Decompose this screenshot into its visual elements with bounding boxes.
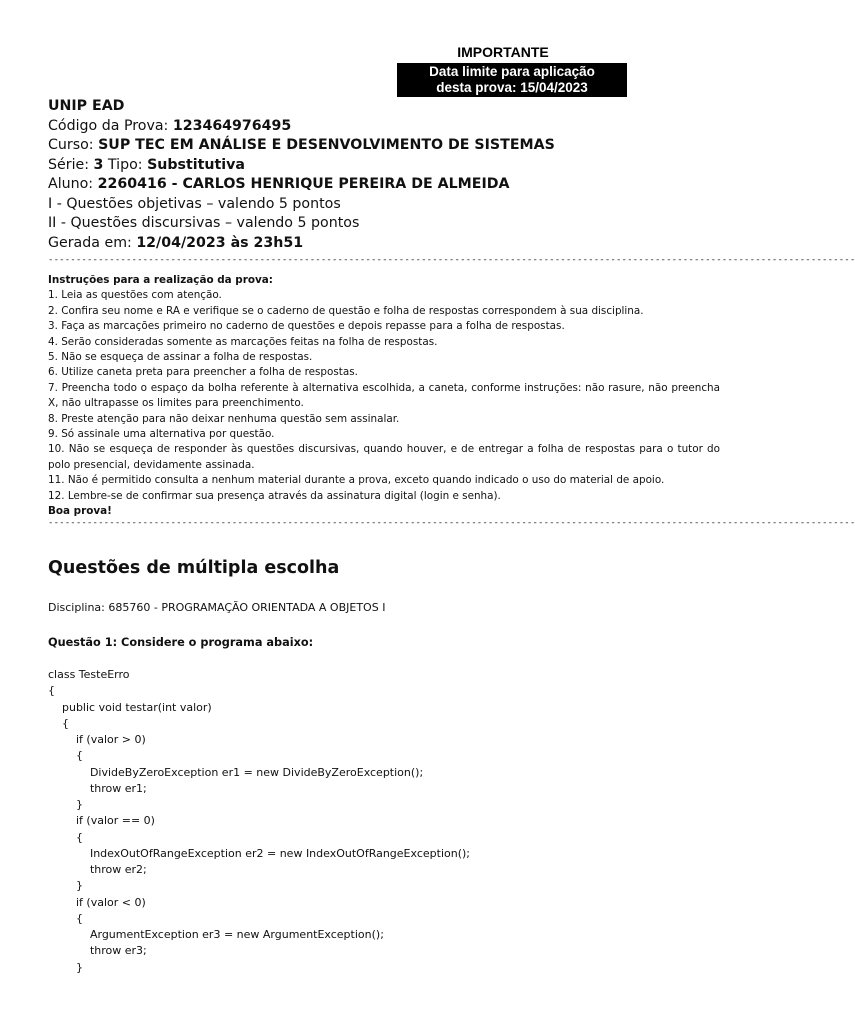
code-line: ArgumentException er3 = new ArgumentException();	[48, 928, 384, 941]
type-label: Tipo:	[103, 156, 148, 173]
instruction-item: 7. Preencha todo o espaço da bolha referente à alternativa escolhida, a caneta, conforme instruções: não rasure, não preencha X, não ultrapasse os limites para preenchimento.	[48, 381, 720, 410]
instruction-item: 11. Não é permitido consulta a nenhum material durante a prova, exceto quando indicado o uso do material de apoio.	[48, 474, 665, 487]
instruction-item: 12. Lembre-se de confirmar sua presença através da assinatura digital (login e senha).	[48, 489, 501, 502]
instruction-item: 10. Não se esqueça de responder às questões discursivas, quando houver, e de entregar a folha de respostas para o tutor do polo presencial, devidamente assinada.	[48, 443, 720, 471]
instruction-item: 9. Só assinale uma alternativa por questão.	[48, 428, 275, 441]
instruction-item: 8. Preste atenção para não deixar nenhuma questão sem assinalar.	[48, 412, 400, 425]
code-line: {	[48, 911, 83, 925]
deadline-box	[397, 63, 627, 97]
code-line: class TesteErro	[48, 668, 130, 681]
series-value: 3	[93, 156, 104, 173]
type-value: Substitutiva	[147, 156, 245, 173]
instruction-item: 2. Confira seu nome e RA e verifique se o caderno de questão e folha de respostas correspondem à sua disciplina.	[48, 304, 644, 317]
code-line: {	[48, 716, 69, 730]
instructions-title: Instruções para a realização da prova:	[48, 274, 273, 286]
deadline-line-1: Data limite para aplicação	[429, 64, 595, 79]
code-line: throw er3;	[48, 944, 147, 958]
code-line: }	[48, 798, 83, 811]
discipline-name: 685760 - PROGRAMAÇÃO ORIENTADA A OBJETOS I	[108, 601, 386, 614]
code-line: }	[48, 960, 83, 974]
student-name: 2260416 - CARLOS HENRIQUE PEREIRA DE ALMEIDA	[97, 176, 510, 192]
section-title: Questões de múltipla escolha	[48, 558, 340, 578]
code-line: IndexOutOfRangeException er2 = new IndexOutOfRangeException();	[48, 846, 470, 860]
code-line: DivideByZeroException er1 = new DivideByZeroException();	[48, 765, 424, 779]
code-line: if (valor > 0)	[48, 733, 146, 746]
series-line	[48, 156, 728, 176]
instructions-block	[48, 273, 720, 520]
code-line: {	[48, 830, 83, 844]
course-label: Curso:	[48, 137, 99, 153]
important-notice-title: IMPORTANTE	[457, 44, 549, 60]
deadline-line-2: desta prova: 15/04/2023	[436, 80, 588, 95]
closing-message: Boa prova!	[48, 505, 112, 518]
separator-bottom: -------------------------------------------------------------------------------------------------------------------------------------------------	[48, 518, 855, 528]
separator-top: -------------------------------------------------------------------------------------------------------------------------------------------------	[48, 255, 855, 265]
code-line: throw er2;	[48, 863, 147, 876]
code-line: public void testar(int valor)	[48, 700, 212, 714]
series-label: Série:	[48, 156, 94, 173]
code-line: throw er1;	[48, 781, 147, 795]
part-1-line: I - Questões objetivas – valendo 5 pontos	[48, 195, 341, 212]
code-line: if (valor < 0)	[48, 895, 146, 909]
instruction-item: 5. Não se esqueça de assinar a folha de respostas.	[48, 351, 313, 364]
discipline-label: Disciplina:	[48, 601, 109, 614]
student-line	[48, 175, 728, 195]
code-line: }	[48, 879, 83, 893]
code-line: {	[48, 749, 83, 763]
course-name: SUP TEC EM ANÁLISE E DESENVOLVIMENTO DE SISTEMAS	[98, 137, 555, 153]
exam-header	[48, 97, 728, 253]
generated-line	[48, 234, 728, 254]
code-line: if (valor == 0)	[48, 814, 155, 828]
course-line	[48, 136, 728, 156]
instruction-item: 6. Utilize caneta preta para preencher a folha de respostas.	[48, 366, 358, 379]
code-line: {	[48, 684, 55, 698]
code-block	[48, 667, 728, 976]
institution-name: UNIP EAD	[48, 98, 125, 114]
student-label: Aluno:	[48, 176, 98, 192]
exam-code: 123464976495	[172, 117, 292, 134]
generated-date: 12/04/2023 às 23h51	[136, 234, 304, 251]
question-title: Questão 1: Considere o programa abaixo:	[48, 636, 314, 649]
discipline-line	[48, 601, 385, 614]
exam-code-label: Código da Prova:	[48, 117, 173, 134]
exam-code-line	[48, 117, 728, 137]
instruction-item: 1. Leia as questões com atenção.	[48, 289, 222, 302]
generated-label: Gerada em:	[48, 234, 137, 251]
part-2-line: II - Questões discursivas – valendo 5 pontos	[48, 215, 360, 231]
instruction-item: 3. Faça as marcações primeiro no caderno de questões e depois repasse para a folha de respostas.	[48, 320, 565, 333]
instruction-item: 4. Serão consideradas somente as marcações feitas na folha de respostas.	[48, 335, 438, 348]
